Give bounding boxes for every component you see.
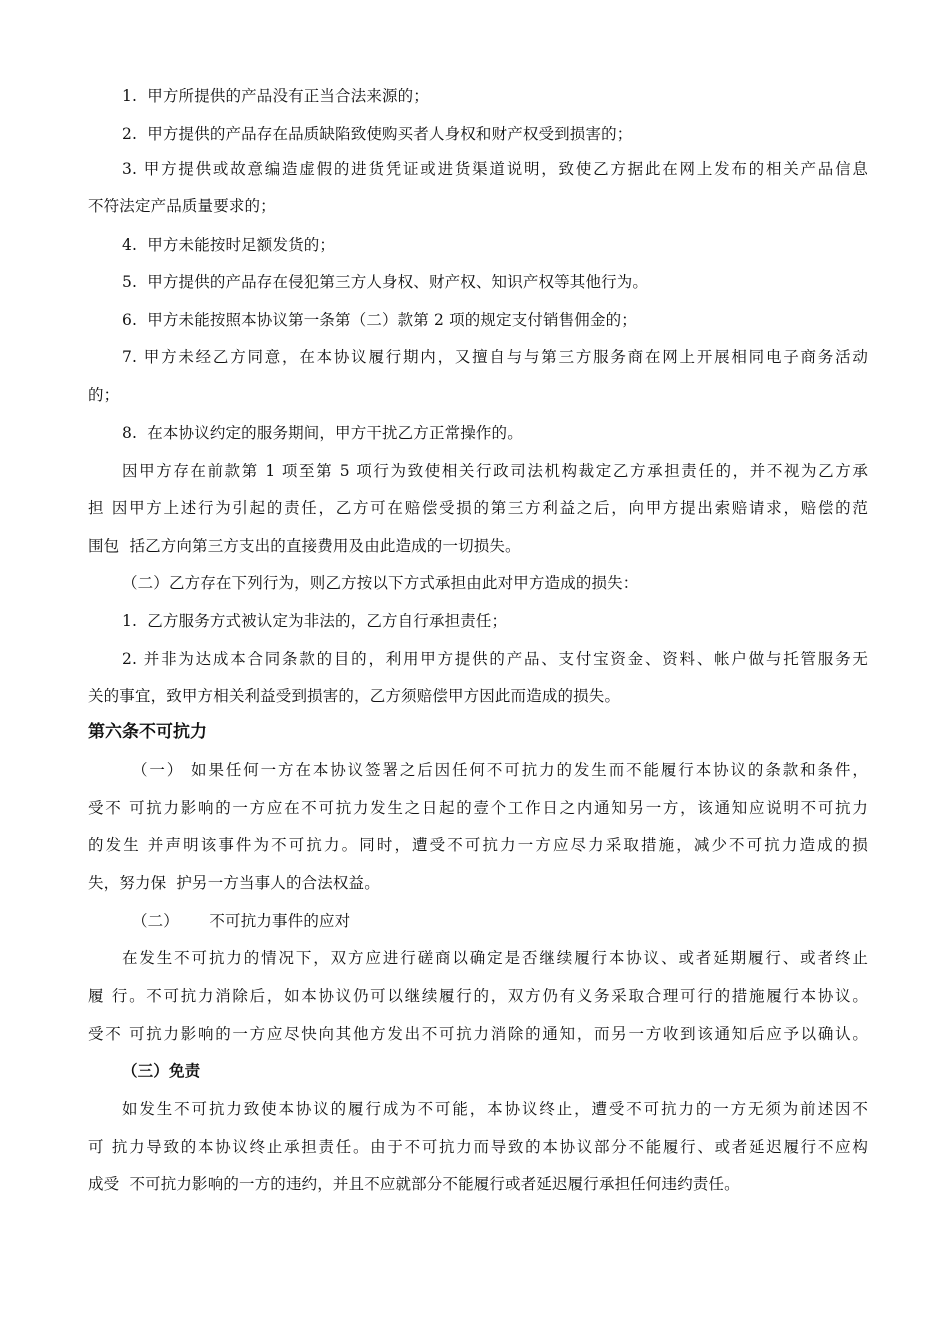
list-item: 3. 甲方提供或故意编造虚假的进货凭证或进货渠道说明，致使乙方据此在网上发布的相关产品信息 — [122, 160, 868, 178]
clause-paragraph-line: 可 抗力导致的本协议终止承担责任。由于不可抗力而导致的本协议部分不能履行、或者延迟履行不应构 — [88, 1138, 868, 1156]
liability-paragraph-line: 担 因甲方上述行为引起的责任，乙方可在赔偿受损的第三方利益之后，向甲方提出索赔请求，赔偿的范 — [88, 499, 868, 517]
list-item: 6. 甲方未能按照本协议第一条第（二）款第 2 项的规定支付销售佣金的； — [122, 311, 637, 329]
clause-title: （三）免责 — [122, 1061, 201, 1080]
clause-paragraph-line: （一） 如果任何一方在本协议签署之后因任何不可抗力的发生而不能履行本协议的条款和条件， — [132, 761, 868, 779]
clause-paragraph-line: 履 行。不可抗力消除后，如本协议仍可以继续履行的，双方仍有义务采取合理可行的措施履行本协议。 — [88, 987, 868, 1005]
list-item: 4. 甲方未能按时足额发货的； — [122, 236, 336, 254]
clause-paragraph-line: 如发生不可抗力致使本协议的履行成为不可能，本协议终止，遭受不可抗力的一方无须为前述因不 — [122, 1100, 868, 1118]
clause-paragraph-line: 在发生不可抗力的情况下，双方应进行磋商以确定是否继续履行本协议、或者延期履行、或者终止 — [122, 949, 868, 967]
list-item: 2. 甲方提供的产品存在品质缺陷致使购买者人身权和财产权受到损害的； — [122, 125, 633, 143]
list-item: 2. 并非为达成本合同条款的目的，利用甲方提供的产品、支付宝资金、资料、帐户做与托管服务无 — [122, 650, 868, 668]
list-item: 1. 甲方所提供的产品没有正当合法来源的； — [122, 87, 429, 105]
list-item: 1. 乙方服务方式被认定为非法的，乙方自行承担责任； — [122, 612, 508, 630]
clause-paragraph-line: 的发生 并声明该事件为不可抗力。同时，遭受不可抗力一方应尽力采取措施，减少不可抗力造成的损 — [88, 836, 868, 854]
list-item: 8. 在本协议约定的服务期间，甲方干扰乙方正常操作的。 — [122, 424, 523, 442]
list-item-continuation: 的； — [88, 386, 120, 404]
clause-paragraph-line: 成受 不可抗力影响的一方的违约，并且不应就部分不能履行或者延迟履行承担任何违约责任。 — [88, 1175, 740, 1193]
liability-paragraph-line: 围包 括乙方向第三方支出的直接费用及由此造成的一切损失。 — [88, 537, 521, 555]
clause-paragraph-line: 受不 可抗力影响的一方应在不可抗力发生之日起的壹个工作日之内通知另一方，该通知应说明不可抗力 — [88, 799, 868, 817]
list-item-continuation: 关的事宜，致甲方相关利益受到损害的，乙方须赔偿甲方因此而造成的损失。 — [88, 687, 621, 705]
clause-paragraph-line: 失，努力保 护另一方当事人的合法权益。 — [88, 874, 380, 892]
list-item-continuation: 不符法定产品质量要求的； — [88, 197, 276, 215]
clause-title: （二） 不可抗力事件的应对 — [132, 912, 351, 930]
list-item: 5. 甲方提供的产品存在侵犯第三方人身权、财产权、知识产权等其他行为。 — [122, 273, 649, 291]
section-heading: 第六条不可抗力 — [88, 722, 207, 742]
clause-paragraph-line: 受不 可抗力影响的一方应尽快向其他方发出不可抗力消除的通知，而另一方收到该通知后应予以确认。 — [88, 1025, 868, 1043]
subclause-title: （二）乙方存在下列行为，则乙方按以下方式承担由此对甲方造成的损失： — [122, 574, 639, 592]
list-item: 7. 甲方未经乙方同意，在本协议履行期内，又擅自与与第三方服务商在网上开展相同电子商务活动 — [122, 348, 868, 366]
liability-paragraph-line: 因甲方存在前款第 1 项至第 5 项行为致使相关行政司法机构裁定乙方承担责任的，并不视为乙方承 — [122, 462, 868, 480]
